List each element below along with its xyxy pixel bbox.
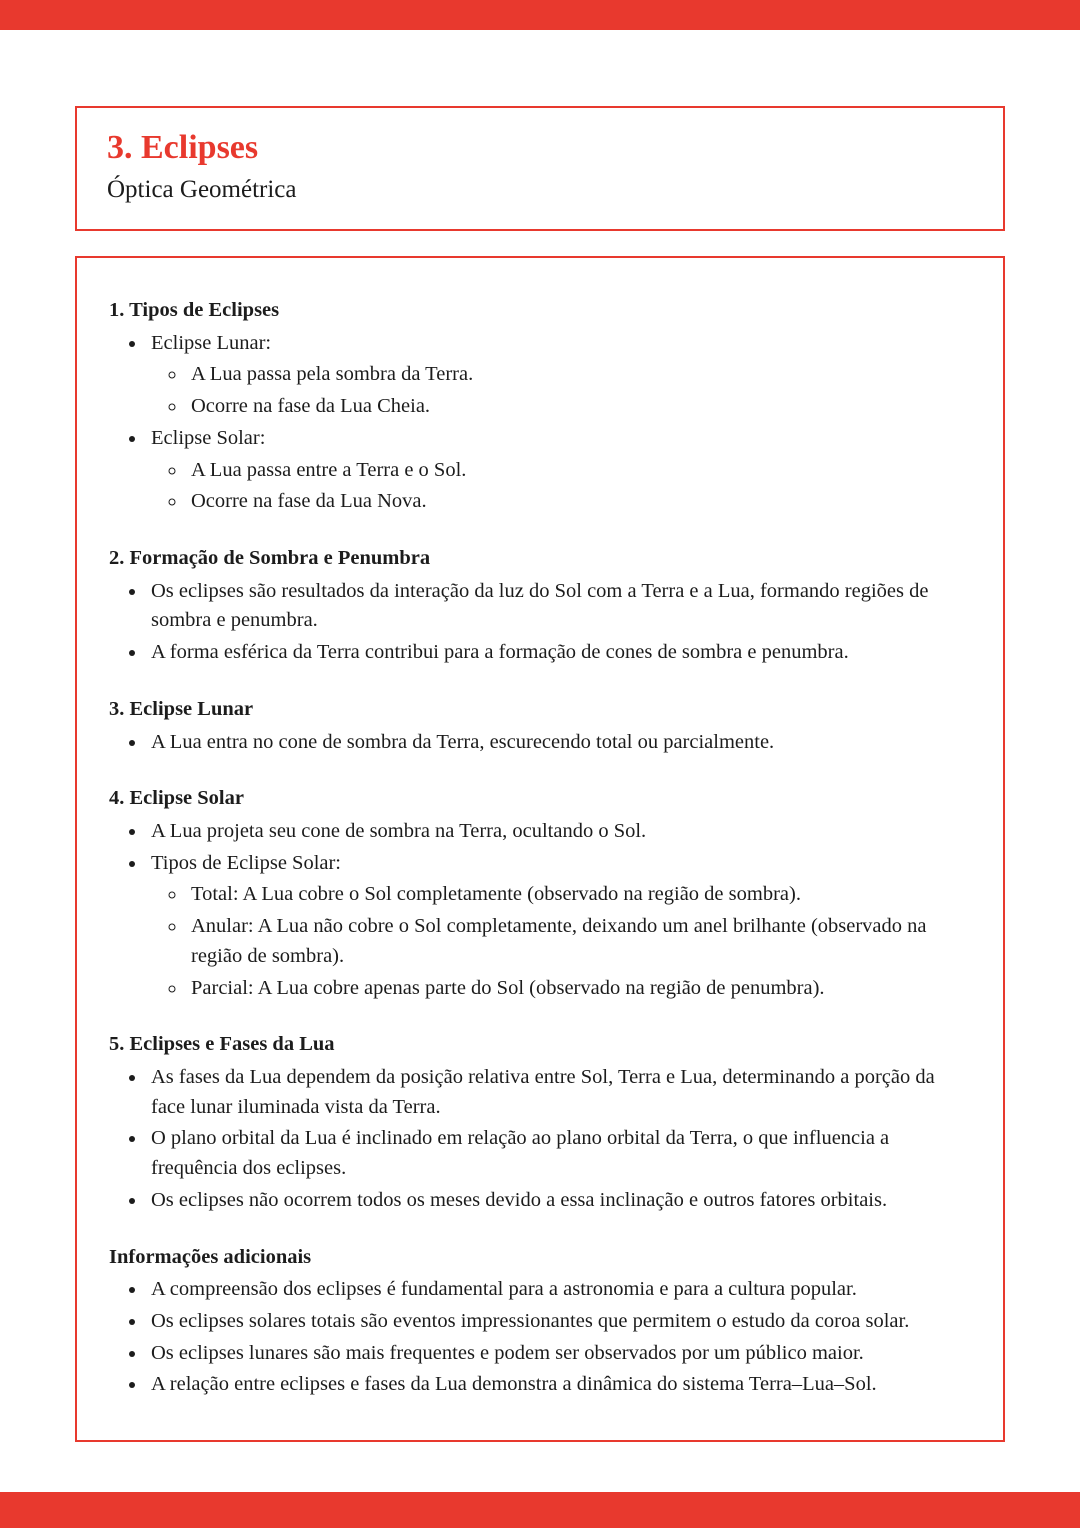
section-list [109, 728, 969, 758]
section [109, 695, 969, 757]
section [109, 784, 969, 1003]
list-item-text: A relação entre eclipses e fases da Lua demonstra a dinâmica do sistema Terra–Lua–Sol. [151, 1373, 877, 1396]
section-list [109, 577, 969, 668]
sub-list-item: ◦ A Lua passa pela sombra da Terra. [187, 360, 969, 390]
list-item-text: A Lua projeta seu cone de sombra na Terra, ocultando o Sol. [151, 819, 647, 842]
section-list [109, 329, 969, 517]
list-item [147, 1124, 969, 1183]
section-heading: 1. Tipos de Eclipses [109, 299, 280, 321]
list-item [147, 849, 969, 1004]
sub-list [151, 456, 969, 517]
section [109, 1030, 969, 1215]
list-item-text: Os eclipses não ocorrem todos os meses devido a essa inclinação e outros fatores orbitais. [151, 1188, 888, 1211]
sub-list-item: ◦ Ocorre na fase da Lua Nova. [187, 487, 969, 517]
list-item-text: Eclipse Lunar: [151, 331, 272, 354]
list-item [147, 1370, 969, 1400]
bottom-accent-bar [0, 1492, 1080, 1528]
list-item-text: A forma esférica da Terra contribui para a formação de cones de sombra e penumbra. [151, 641, 849, 664]
page-subtitle: Óptica Geométrica [107, 176, 297, 204]
top-accent-bar [0, 0, 1080, 30]
list-item-text: A compreensão dos eclipses é fundamental para a astronomia e para a cultura popular. [151, 1278, 857, 1301]
list-item [147, 1275, 969, 1305]
list-item [147, 817, 969, 847]
section [109, 296, 969, 517]
sections-container [109, 296, 969, 1400]
section [109, 1243, 969, 1401]
sub-list-item: ◦ Parcial: A Lua cobre apenas parte do Sol (observado na região de penumbra). [187, 974, 969, 1004]
list-item-text: O plano orbital da Lua é inclinado em relação ao plano orbital da Terra, o que influencia a frequência dos eclipses. [151, 1127, 890, 1180]
sub-list-item: ◦ Ocorre na fase da Lua Cheia. [187, 392, 969, 422]
section-heading: 2. Formação de Sombra e Penumbra [109, 547, 431, 569]
list-item [147, 1063, 969, 1122]
section-list [109, 817, 969, 1003]
list-item-text: Eclipse Solar: [151, 426, 266, 449]
section [109, 544, 969, 668]
list-item [147, 424, 969, 517]
list-item [147, 638, 969, 668]
section-list [109, 1275, 969, 1400]
list-item [147, 1307, 969, 1337]
title-box [75, 106, 1005, 231]
sub-list [151, 880, 969, 1003]
content-box [75, 256, 1005, 1442]
list-item-text: Os eclipses solares totais são eventos impressionantes que permitem o estudo da coroa solar. [151, 1309, 910, 1332]
list-item-text: Tipos de Eclipse Solar: [151, 851, 342, 874]
list-item [147, 728, 969, 758]
sub-list-item: ◦ A Lua passa entre a Terra e o Sol. [187, 456, 969, 486]
section-heading: 4. Eclipse Solar [109, 787, 244, 810]
list-item [147, 1339, 969, 1369]
list-item [147, 577, 969, 636]
page-title: 3. Eclipses [107, 129, 259, 166]
sub-list-item: ◦ Total: A Lua cobre o Sol completamente (observado na região de sombra). [187, 880, 969, 910]
list-item [147, 1186, 969, 1216]
list-item-text: Os eclipses lunares são mais frequentes e podem ser observados por um público maior. [151, 1341, 864, 1364]
list-item-text: Os eclipses são resultados da interação da luz do Sol com a Terra e a Lua, formando regiões de sombra e penumbra. [151, 579, 929, 632]
section-list [109, 1063, 969, 1216]
list-item [147, 329, 969, 422]
section-heading: 5. Eclipses e Fases da Lua [109, 1033, 335, 1056]
section-heading: 3. Eclipse Lunar [109, 697, 254, 720]
sub-list [151, 360, 969, 421]
list-item-text: As fases da Lua dependem da posição relativa entre Sol, Terra e Lua, determinando a porção da face lunar iluminada vista da Terra. [151, 1065, 935, 1118]
section-heading: Informações adicionais [109, 1245, 312, 1268]
list-item-text: A Lua entra no cone de sombra da Terra, escurecendo total ou parcialmente. [151, 730, 775, 753]
sub-list-item: ◦ Anular: A Lua não cobre o Sol completamente, deixando um anel brilhante (observado na região de sombra). [187, 912, 969, 971]
